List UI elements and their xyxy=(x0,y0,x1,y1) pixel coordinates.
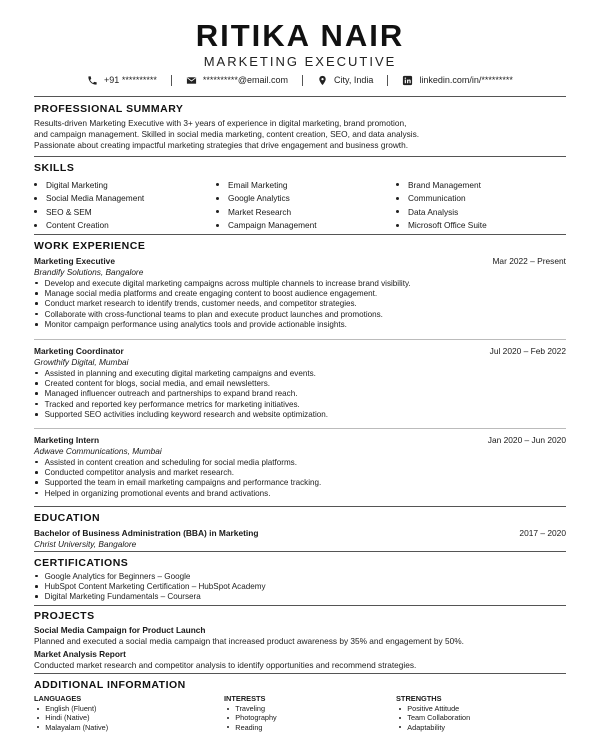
job-bullet: Collaborate with cross-functional teams to plan and execute product launches and promotions. xyxy=(34,309,566,319)
languages-column xyxy=(34,694,224,732)
skill-item: Content Creation xyxy=(34,220,216,231)
divider xyxy=(34,605,566,606)
skills-section xyxy=(34,162,566,231)
contact-bar xyxy=(0,73,600,87)
contact-phone xyxy=(87,75,157,86)
project-title: Market Analysis Report xyxy=(34,649,126,659)
skill-item: Email Marketing xyxy=(216,179,396,190)
phone-text: +91 ********** xyxy=(104,75,157,85)
divider xyxy=(34,156,566,157)
contact-linkedin xyxy=(402,75,513,86)
strengths-column xyxy=(396,694,566,732)
divider xyxy=(34,96,566,97)
education-dates: 2017 – 2020 xyxy=(519,528,566,538)
skill-item: Google Analytics xyxy=(216,193,396,204)
summary-section xyxy=(34,103,566,151)
linkedin-icon xyxy=(402,75,413,86)
skill-item: Social Media Management xyxy=(34,193,216,204)
divider xyxy=(34,428,566,429)
job-bullet: Develop and execute digital marketing campaigns across multiple channels to increase brand visibility. xyxy=(34,278,566,288)
skill-item: Data Analysis xyxy=(396,206,566,217)
email-text: **********@email.com xyxy=(202,75,289,85)
divider xyxy=(171,75,172,86)
project-description: Conducted market research and competitor analysis to identify opportunities and recommend strategies. xyxy=(34,660,417,670)
skill-item: Brand Management xyxy=(396,179,566,190)
degree: Bachelor of Business Administration (BBA) in Marketing xyxy=(34,528,259,538)
additional-section xyxy=(34,679,566,732)
job-title: Marketing Executive xyxy=(34,256,115,266)
interest-item: Traveling xyxy=(224,704,396,713)
strength-item: Team Collaboration xyxy=(396,713,566,722)
interest-item: Reading xyxy=(224,723,396,732)
certification-item: Google Analytics for Beginners – Google xyxy=(34,571,566,581)
language-item: Hindi (Native) xyxy=(34,713,224,722)
column-heading: INTERESTS xyxy=(224,694,266,703)
job-company: Adwave Communications, Mumbai xyxy=(34,446,162,456)
divider xyxy=(34,339,566,340)
job-title: Marketing Intern xyxy=(34,435,100,445)
skill-item: Microsoft Office Suite xyxy=(396,220,566,231)
project-title: Social Media Campaign for Product Launch xyxy=(34,625,206,635)
job-company: Growthify Digital, Mumbai xyxy=(34,357,129,367)
column-heading: LANGUAGES xyxy=(34,694,82,703)
certifications-section xyxy=(34,557,566,602)
divider xyxy=(34,506,566,507)
divider xyxy=(302,75,303,86)
projects-section xyxy=(34,610,566,671)
section-title: WORK EXPERIENCE xyxy=(34,240,146,252)
school: Christ University, Bangalore xyxy=(34,539,137,549)
skill-item: Market Research xyxy=(216,206,396,217)
skill-item: Campaign Management xyxy=(216,220,396,231)
job-bullet: Monitor campaign performance using analytics tools and provide actionable insights. xyxy=(34,319,566,329)
job-bullet: Supported the team in email marketing campaigns and performance tracking. xyxy=(34,478,566,488)
summary-line: Results-driven Marketing Executive with 3+ years of experience in digital marketing, brand promotion, xyxy=(34,118,407,128)
job-entry xyxy=(34,435,566,498)
candidate-role: MARKETING EXECUTIVE xyxy=(203,54,397,69)
project-description: Planned and executed a social media campaign that increased product awareness by 35% and engagement by 50%. xyxy=(34,636,464,646)
skill-item: Communication xyxy=(396,193,566,204)
language-item: English (Fluent) xyxy=(34,704,224,713)
divider xyxy=(34,234,566,235)
job-entry xyxy=(34,256,566,329)
location-pin-icon xyxy=(317,75,328,86)
section-title: CERTIFICATIONS xyxy=(34,557,129,569)
job-bullet: Conducted competitor analysis and market research. xyxy=(34,467,566,477)
job-bullet: Assisted in planning and executing digital marketing campaigns and events. xyxy=(34,368,566,378)
job-company: Brandify Solutions, Bangalore xyxy=(34,267,144,277)
skill-item: Digital Marketing xyxy=(34,179,216,190)
divider xyxy=(387,75,388,86)
summary-line: and campaign management. Skilled in social media marketing, content creation, SEO, and data analysis. xyxy=(34,129,420,139)
section-title: ADDITIONAL INFORMATION xyxy=(34,679,186,691)
location-text: City, India xyxy=(334,75,374,85)
section-title: EDUCATION xyxy=(34,512,101,524)
envelope-icon xyxy=(186,75,197,86)
job-dates: Mar 2022 – Present xyxy=(492,256,566,266)
skills-list xyxy=(34,179,566,231)
job-bullet: Tracked and reported key performance metrics for marketing initiatives. xyxy=(34,399,566,409)
strength-item: Positive Attitude xyxy=(396,704,566,713)
job-bullet: Assisted in content creation and scheduling for social media platforms. xyxy=(34,457,566,467)
section-title: SKILLS xyxy=(34,162,75,174)
interests-column xyxy=(224,694,396,732)
job-bullet: Manage social media platforms and create engaging content to boost audience engagement. xyxy=(34,288,566,298)
job-dates: Jul 2020 – Feb 2022 xyxy=(489,346,566,356)
strength-item: Adaptability xyxy=(396,723,566,732)
job-bullet: Helped in organizing promotional events and brand activations. xyxy=(34,488,566,498)
divider xyxy=(34,673,566,674)
contact-location xyxy=(317,75,373,86)
skill-item: SEO & SEM xyxy=(34,206,216,217)
summary-line: Passionate about creating impactful marketing strategies that drive engagement and business growth. xyxy=(34,140,409,150)
section-title: PROJECTS xyxy=(34,610,95,622)
job-bullet: Conduct market research to identify trends, customer needs, and competitor strategies. xyxy=(34,299,566,309)
candidate-name: RITIKA NAIR xyxy=(195,18,405,53)
column-heading: STRENGTHS xyxy=(396,694,442,703)
divider xyxy=(34,551,566,552)
job-bullet: Created content for blogs, social media, and email newsletters. xyxy=(34,378,566,388)
interest-item: Photography xyxy=(224,713,396,722)
linkedin-text: linkedin.com/in/********* xyxy=(419,75,513,85)
language-item: Malayalam (Native) xyxy=(34,723,224,732)
job-dates: Jan 2020 – Jun 2020 xyxy=(487,435,566,445)
section-title: PROFESSIONAL SUMMARY xyxy=(34,103,184,115)
job-bullet: Managed influencer outreach and partnerships to expand brand reach. xyxy=(34,389,566,399)
experience-section xyxy=(34,240,566,329)
education-section xyxy=(34,512,566,550)
certification-item: HubSpot Content Marketing Certification – HubSpot Academy xyxy=(34,581,566,591)
phone-icon xyxy=(87,75,98,86)
job-title: Marketing Coordinator xyxy=(34,346,124,356)
contact-email xyxy=(186,75,288,86)
certification-item: Digital Marketing Fundamentals – Coursera xyxy=(34,592,566,602)
job-bullet: Supported SEO activities including keyword research and website optimization. xyxy=(34,409,566,419)
job-entry xyxy=(34,346,566,419)
